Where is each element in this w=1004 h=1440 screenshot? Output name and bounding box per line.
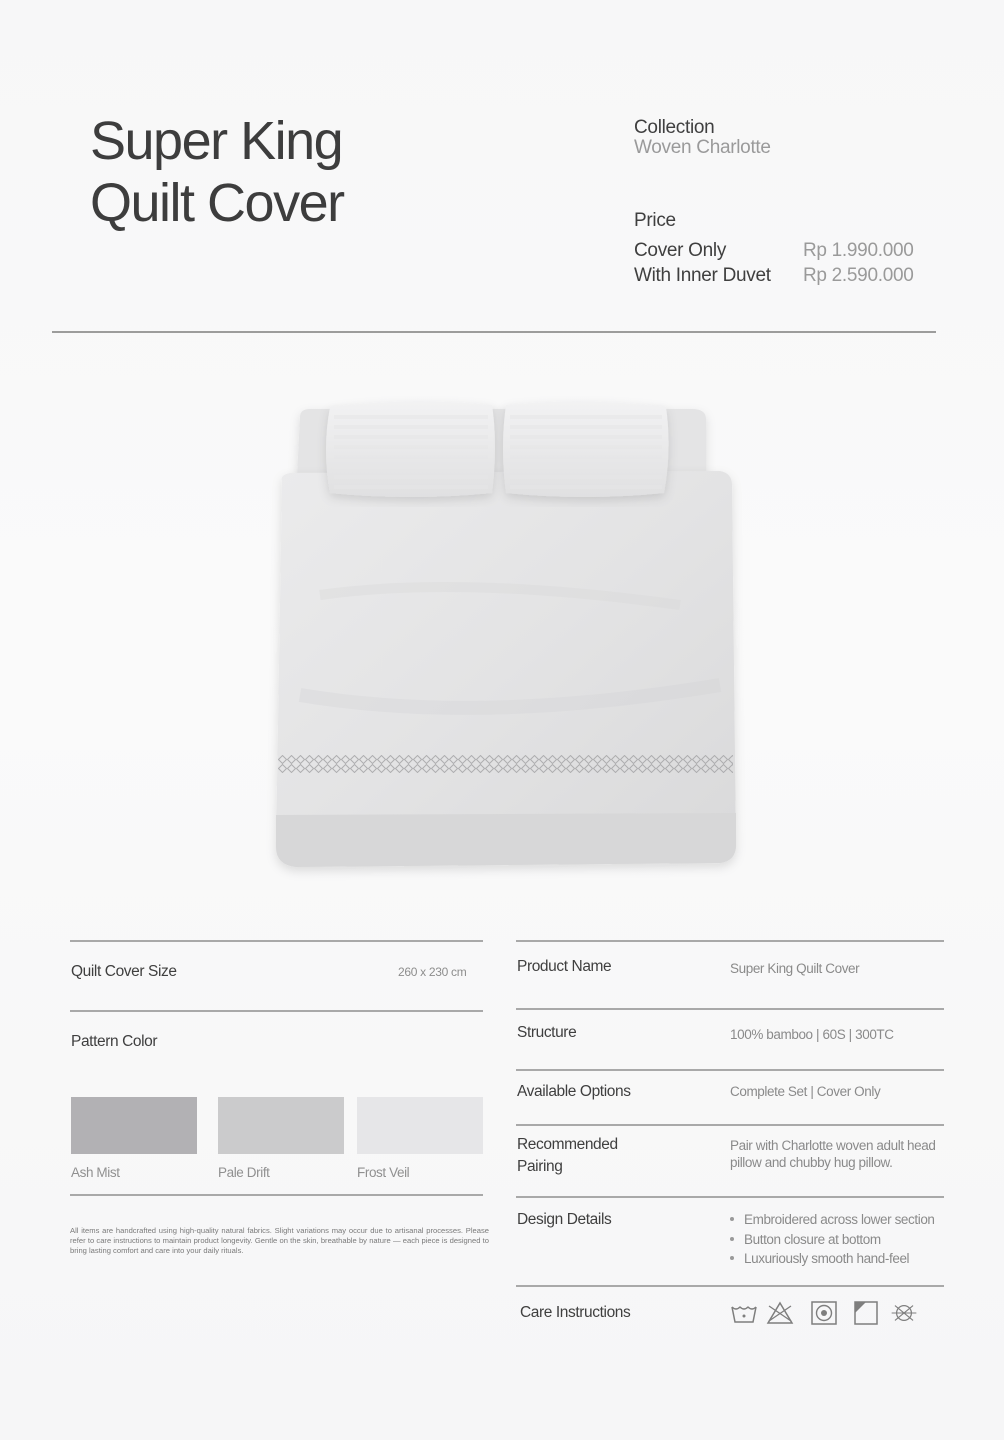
swatch-bottom-divider bbox=[70, 1194, 483, 1196]
swatch-label: Frost Veil bbox=[357, 1165, 410, 1180]
product-name-top-divider bbox=[516, 940, 944, 942]
pairing-value bbox=[730, 1137, 935, 1171]
tumble-dry-icon bbox=[810, 1300, 838, 1326]
structure-value: 100% bamboo | 60S | 300TC bbox=[730, 1027, 894, 1042]
do-not-dry-clean-icon bbox=[890, 1300, 918, 1326]
header-divider bbox=[52, 331, 936, 333]
title-line-1: Super King bbox=[90, 111, 343, 171]
collection-label: Collection bbox=[634, 117, 715, 138]
price-label: Price bbox=[634, 210, 676, 231]
design-top-divider bbox=[516, 1196, 944, 1198]
pairing-label bbox=[517, 1134, 618, 1178]
structure-top-divider bbox=[516, 1008, 944, 1010]
pairing-value-line-2: pillow and chubby hug pillow. bbox=[730, 1155, 893, 1170]
title-line-2: Quilt Cover bbox=[90, 173, 344, 233]
pairing-label-line-2: Pairing bbox=[517, 1158, 563, 1175]
price-row-label: Cover Only bbox=[634, 240, 727, 261]
care-top-divider bbox=[516, 1285, 944, 1287]
page-title bbox=[90, 110, 510, 234]
no-bleach-icon bbox=[766, 1300, 794, 1326]
disclaimer-text: All items are handcrafted using high-quality natural fabrics. Slight variations may occur due to artisanal processes. Please refer to care instructions to maintain product longevity. Gentle on the skin, breathable by nature — each piece is designed to bring lasting comfort and care into your daily rituals. bbox=[70, 1226, 489, 1255]
pattern-top-divider bbox=[70, 1010, 483, 1012]
price-list bbox=[634, 240, 924, 290]
care-label: Care Instructions bbox=[520, 1304, 631, 1321]
options-top-divider bbox=[516, 1069, 944, 1071]
list-item: Button closure at bottom bbox=[730, 1231, 935, 1251]
dry-in-shade-icon bbox=[852, 1300, 880, 1326]
swatch-label: Pale Drift bbox=[218, 1165, 270, 1180]
product-name-value: Super King Quilt Cover bbox=[730, 961, 860, 976]
bed-quilt-cover-image bbox=[260, 395, 750, 885]
options-value: Complete Set | Cover Only bbox=[730, 1084, 881, 1099]
swatch-label: Ash Mist bbox=[71, 1165, 120, 1180]
size-top-divider bbox=[70, 940, 483, 942]
design-label: Design Details bbox=[517, 1211, 612, 1228]
swatch-pale-drift[interactable] bbox=[218, 1097, 344, 1154]
pattern-label: Pattern Color bbox=[71, 1033, 158, 1050]
price-row-label: With Inner Duvet bbox=[634, 265, 771, 286]
price-row-value: Rp 2.590.000 bbox=[803, 265, 914, 286]
pairing-value-line-1: Pair with Charlotte woven adult head bbox=[730, 1138, 936, 1153]
size-label: Quilt Cover Size bbox=[71, 963, 177, 980]
collection-value: Woven Charlotte bbox=[634, 137, 771, 158]
product-name-label: Product Name bbox=[517, 958, 612, 975]
swatch-frost-veil[interactable] bbox=[357, 1097, 483, 1154]
list-item: Embroidered across lower section bbox=[730, 1211, 935, 1231]
price-row-value: Rp 1.990.000 bbox=[803, 240, 914, 261]
hand-wash-icon bbox=[730, 1300, 758, 1326]
pairing-top-divider bbox=[516, 1124, 944, 1126]
options-label: Available Options bbox=[517, 1083, 631, 1100]
design-details-list bbox=[730, 1211, 935, 1270]
structure-label: Structure bbox=[517, 1024, 577, 1041]
swatch-ash-mist[interactable] bbox=[71, 1097, 197, 1154]
care-icons bbox=[728, 1300, 928, 1328]
size-value: 260 x 230 cm bbox=[398, 965, 467, 979]
list-item: Luxuriously smooth hand-feel bbox=[730, 1250, 935, 1270]
pairing-label-line-1: Recommended bbox=[517, 1136, 618, 1153]
